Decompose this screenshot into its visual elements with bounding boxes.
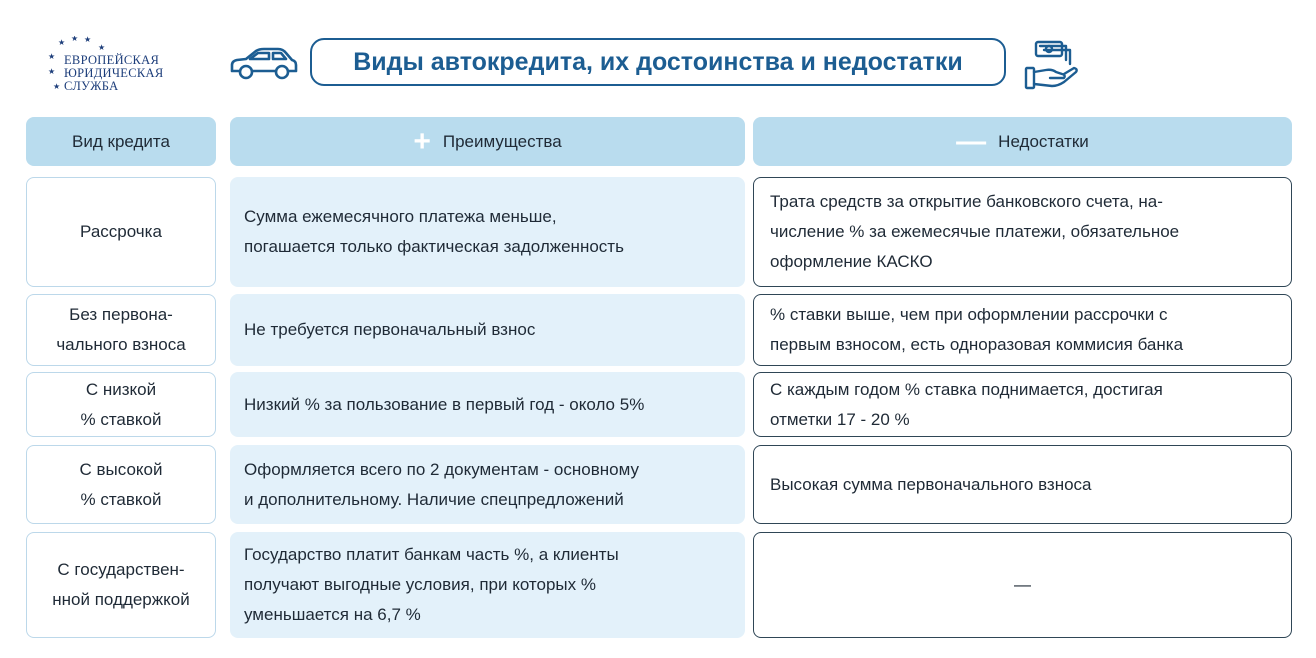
svg-text:★: ★ [71,36,79,43]
row-cons-line: отметки 17 - 20 % [770,409,910,429]
logo [44,36,194,100]
svg-text:★: ★ [58,38,66,47]
row-cons-line: числение % за ежемесячые платежи, обязательное [770,222,1180,241]
table-row-type [26,294,216,366]
row-cons-line: Высокая сумма первоначального взноса [770,474,1092,494]
table-row-pros [230,445,745,524]
row-cons-line: % ставки выше, чем при оформлении рассрочки с [770,305,1168,324]
table-row-pros [230,294,745,366]
logo-line: СЛУЖБА [64,79,119,93]
svg-text:★: ★ [48,67,56,76]
plus-icon: + [413,124,431,158]
row-cons-line: — [1014,575,1031,594]
table-row-pros [230,532,745,638]
title-box [310,38,1006,86]
logo-line: ЮРИДИЧЕСКАЯ [64,66,164,80]
row-type-line: С низкой [85,379,157,399]
row-pros-line: Низкий % за пользование в первый год - около 5% [244,394,645,414]
column-header-pros-label: Преимущества [442,131,562,151]
column-header-type-label: Вид кредита [72,131,170,151]
table-row-cons [753,372,1292,437]
row-type-line: Рассрочка [80,222,162,241]
svg-text:★: ★ [98,43,106,52]
car-icon [226,46,300,82]
row-type-line: Без первона- [69,305,173,324]
row-pros-line: получают выгодные условия, при которых % [244,575,596,594]
table-row-cons [753,445,1292,524]
row-cons-line: Трата средств за открытие банковского счета, на- [770,192,1163,211]
svg-text:★: ★ [84,36,92,44]
column-header-pros [230,117,745,166]
row-cons-line: оформление КАСКО [770,252,933,271]
minus-icon: — [956,124,987,158]
logo-line: ЕВРОПЕЙСКАЯ [64,53,160,67]
row-cons-line: первым взносом, есть одноразовая коммисия банка [770,335,1184,354]
row-pros-line: Государство платит банкам часть %, а клиенты [244,545,619,564]
row-pros-line: погашается только фактическая задолженность [244,237,624,256]
table-row-cons [753,177,1292,287]
table-row-cons [753,294,1292,366]
row-cons-line: С каждым годом % ставка поднимается, достигая [770,379,1163,399]
table-row-pros [230,177,745,287]
table-row-pros [230,372,745,437]
page-title: Виды автокредита, их достоинства и недостатки [353,47,963,76]
hand-with-money-icon [1022,38,1082,92]
column-header-cons-label: Недостатки [998,131,1089,151]
column-header-type [26,117,216,166]
table-row-type [26,177,216,287]
row-pros-line: Сумма ежемесячного платежа меньше, [244,207,557,226]
row-type-line: % ставкой [80,489,162,509]
row-type-line: нной поддержкой [52,590,190,609]
table-row-type [26,532,216,638]
row-pros-line: Не требуется первоначальный взнос [244,320,536,339]
row-type-line: % ставкой [80,409,162,429]
row-pros-line: уменьшается на 6,7 % [244,605,421,624]
svg-text:★: ★ [53,82,61,91]
row-type-line: чального взноса [56,335,186,354]
table-row-type [26,445,216,524]
column-header-cons [753,117,1292,166]
row-pros-line: и дополнительному. Наличие спецпредложений [244,489,624,509]
logo-text [64,54,163,93]
table-row-cons [753,532,1292,638]
row-type-line: С высокой [79,459,163,479]
svg-text:★: ★ [48,52,56,61]
table-row-type [26,372,216,437]
row-type-line: С государствен- [57,560,185,579]
row-pros-line: Оформляется всего по 2 документам - основному [244,459,639,479]
